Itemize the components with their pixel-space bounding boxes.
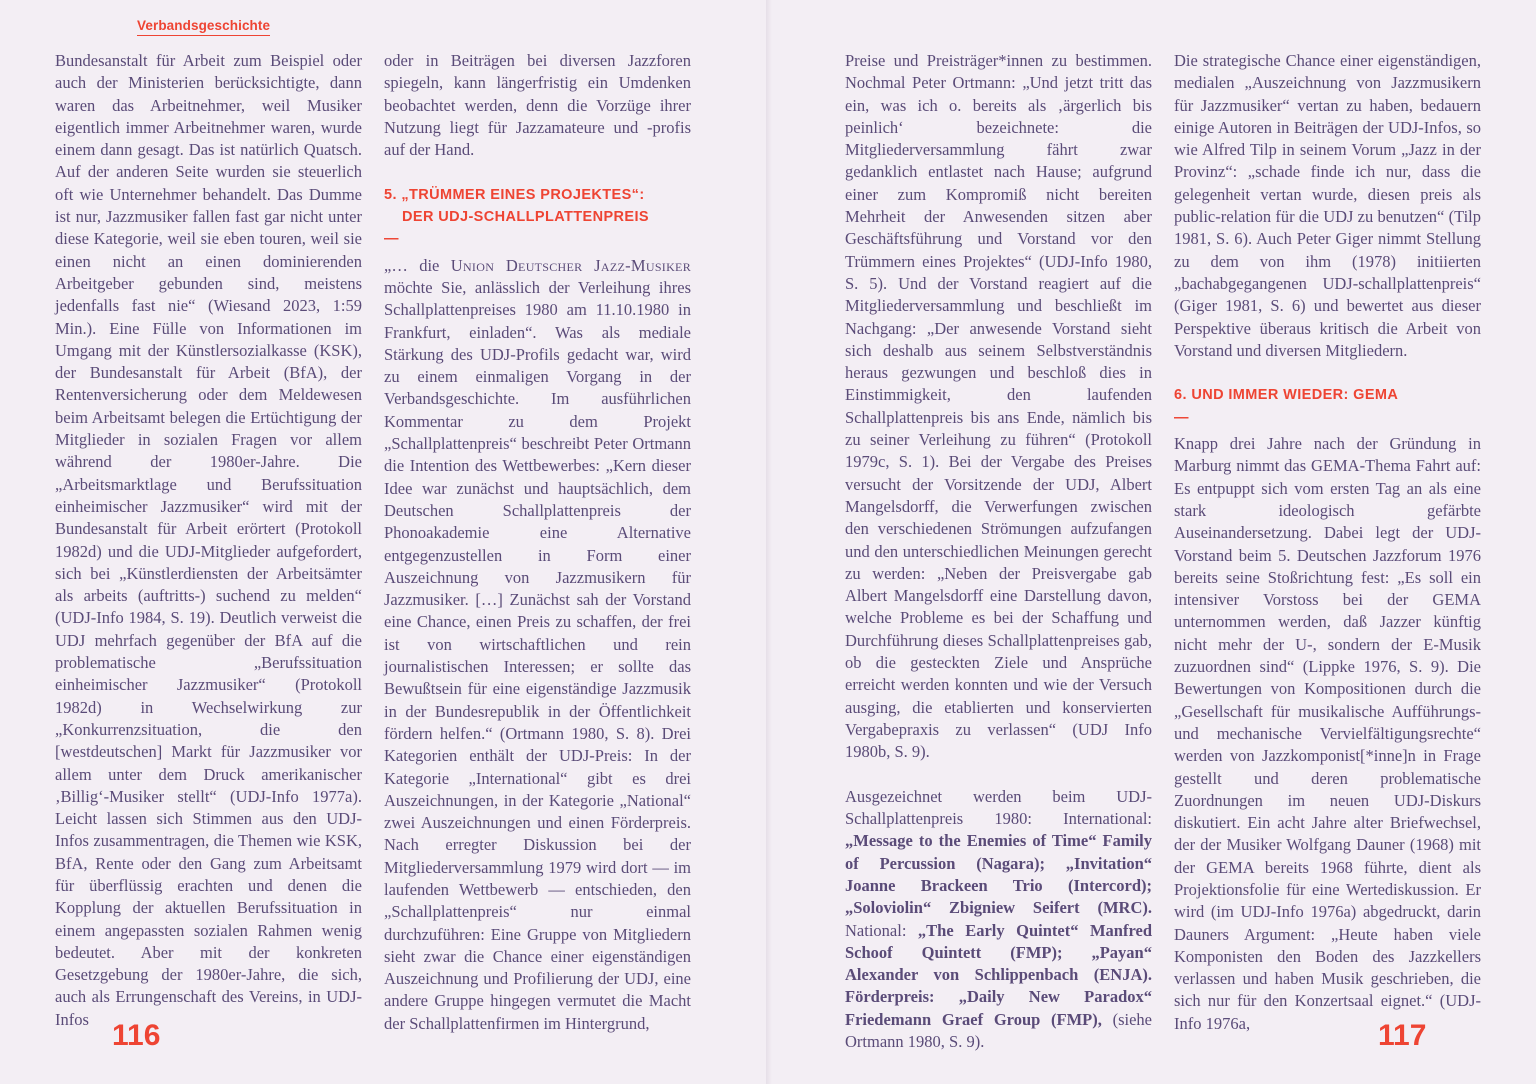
heading-dash: — xyxy=(1174,409,1189,426)
section-heading-6 xyxy=(1174,384,1481,429)
paragraph xyxy=(384,255,691,1035)
heading-dash: — xyxy=(384,231,399,248)
left-page-column-1 xyxy=(55,50,362,1031)
page-number-left: 116 xyxy=(112,1019,161,1052)
page-number-right: 117 xyxy=(1378,1019,1427,1052)
paragraph: Preise und Preisträger*innen zu bestimmen. Nochmal Peter Ortmann: „Und jetzt tritt das ein, was ich o. bereits als ‚ärgerlich bis peinlich‘ bezeichnete: die Mitgliederversammlung fährt zwar gedanklich entlastet nach Hause; aufgrund einer zum Kompromiß nicht bereiten Mehrheit der Anwesenden sitzen aber Geschäftsführung und Vorstand vor den Trümmern eines Projektes“ (UDJ-Info 1980, S. 5). Und der Vorstand reagiert auf die Mitgliederversammlung und beschließt im Nachgang: „Der anwesende Vorstand sieht sich deshalb aus seinem Selbstverständnis heraus gezwungen und beschloß dies in Einstimmigkeit, den laufenden Schallplattenpreis bis ans Ende, nämlich bis zu seiner Verleihung zu führen“ (Protokoll 1979c, S. 1). Bei der Vergabe des Preises versucht der Vorsitzende der UDJ, Albert Mangelsdorff, die Verwerfungen zwischen den verschiedenen Strömungen aufzufangen und den unterschiedlichen Meinungen gerecht zu werden: „Neben der Preisvergabe gab Albert Mangelsdorff eine Darstellung davon, welche Probleme es bei der Schaffung und Durchführung dieses Schallplattenpreises gab, ob die gesteckten Ziele und Ansprüche erreicht werden konnten und wie der Versuch ausging, die etablierten und konservierten Vergabepraxis zu verlassen“ (UDJ Info 1980b, S. 9). xyxy=(845,51,1152,762)
award-list-international: „Message to the Enemies of Time“ Family of Percussion (Nagara); „Invitation“ Joanne Brackeen Trio (Intercord); „Soloviolin“ Zbigniew Seifert (MRC). xyxy=(845,831,1152,918)
paragraph: Die strategische Chance einer eigenständigen, medialen „Auszeichnung von Jazzmusikern für Jazzmusiker“ vertan zu haben, bedauern einige Autoren in Beiträgen der UDJ-Infos, so wie Alfred Tilp in seinem Vorum „Jazz in der Provinz“: „schade finde ich nur, dass die gelegenheit vertan wurde, diesen preis als public-relation für die UDJ zu benutzen“ (Tilp 1981, S. 6). Auch Peter Giger nimmt Stellung zu dem von ihm (1978) initiierten „bachabgegangenen UDJ-schallplattenpreis“ (Giger 1981, S. 6) und bewertet aus dieser Perspektive überaus kritisch die Arbeit von Vorstand und diversen Mitgliedern. xyxy=(1174,51,1481,360)
section-heading-5 xyxy=(384,184,691,251)
right-page-column-2 xyxy=(1174,50,1481,1035)
organisation-name: Union Deutscher Jazz-Musiker xyxy=(450,255,691,275)
award-label-national: National: xyxy=(845,920,918,940)
heading-line: DER UDJ-SCHALLPLATTENPREIS xyxy=(402,209,649,226)
right-page-column-1 xyxy=(845,50,1152,1053)
quote-lead: „… die xyxy=(384,255,451,275)
award-list-national: „The Early Quintet“ Manfred Schoof Quintett (FMP); „Payan“ Alexander von Schlippenbach (ENJA). Förderpreis: „Daily New Paradox“ Friedemann Graef Group (FMP), xyxy=(845,920,1152,1029)
paragraph-text: möchte Sie, anlässlich der Verleihung ihres Schallplattenpreises 1980 am 11.10.1980 in Frankfurt, einladen“. Was als mediale Stärkung des UDJ-Profils gedacht war, wird zu einem einmaligen Vorgang in der Verbandsgeschichte. Im ausführlichen Kommentar zu dem Projekt „Schallplattenpreis“ beschreibt Peter Ortmann die Intention des Wettbewerbes: „Kern dieser Idee war zunächst und hauptsächlich, dem Deutschen Schallplattenpreis der Phonoakademie eine Alternative entgegenzustellen in Form einer Auszeichnung von Jazzmusikern für Jazzmusiker. […] Zunächst sah der Vorstand eine Chance, einen Preis zu schaffen, der frei ist von wirtschaftlichen und rein journalistischen Interessen; er sollte das Bewußtsein für eine eigenständige Jazzmusik in der Bundesrepublik in der Öffentlichkeit fördern helfen.“ (Ortmann 1980, S. 8). Drei Kategorien enthält der UDJ-Preis: In der Kategorie „International“ gibt es drei Auszeichnungen, in der Kategorie „National“ zwei Auszeichnungen und einen Förderpreis. Nach erregter Diskussion bei der Mitgliederversammlung 1979 wird dort — im laufenden Wettbewerb — entschieden, den „Schallplattenpreis“ nur einmal durchzuführen: Eine Gruppe von Mitgliedern sieht zwar die Chance einer eigenständigen Auszeichnung und Profilierung der UDJ, eine andere Gruppe hingegen vermutet die Macht der Schallplattenfirmen im Hintergrund, xyxy=(384,277,691,1033)
paragraph-text: Ausgezeichnet werden beim UDJ-Schallplattenpreis 1980: International: xyxy=(845,786,1152,829)
heading-line: 5. „TRÜMMER EINES PROJEKTES“: xyxy=(384,186,645,203)
paragraph xyxy=(845,786,1152,1054)
citation: (siehe Ortmann 1980, S. 9). xyxy=(845,1009,1152,1052)
paragraph: oder in Beiträgen bei diversen Jazzforen spiegeln, kann längerfristig ein Umdenken beobachtet werden, denn die Vorzüge ihrer Nutzung liegt für Jazzamateure und -profis auf der Hand. xyxy=(384,51,691,160)
paragraph: Bundesanstalt für Arbeit zum Beispiel oder auch der Ministerien berücksichtigte, dann waren das Arbeitnehmer, weil Musiker eigentlich immer Arbeitnehmer waren, wurde einem dann gesagt. Das ist natürlich Quatsch. Auf der anderen Seite wurden sie steuerlich oft wie Unternehmer behandelt. Das Dumme ist nur, Jazzmusiker fallen fast gar nicht unter diese Kategorie, weil sie eben touren, weil sie einen nicht an einen dominierenden Arbeitgeber gebunden sind, meistens jedenfalls fast nie“ (Wiesand 2023, 1:59 Min.). Eine Fülle von Informationen im Umgang mit der Künstlersozialkasse (KSK), der Bundesanstalt für Arbeit (BfA), der Rentenversicherung oder dem Meldewesen beim Arbeitsamt belegen die Ertüchtigung der Mitglieder in sozialen Fragen vor allem während der 1980er-Jahre. Die „Arbeitsmarktlage und Berufssituation einheimischer Jazzmusiker“ wird mit der Bundesanstalt für Arbeit erörtert (Protokoll 1982d) und die UDJ-Mitglieder aufgefordert, sich bei „Künstlerdiensten der Arbeitsämter als arbeits (auftritts-) suchend zu melden“ (UDJ-Info 1984, S. 19). Deutlich verweist die UDJ mehrfach gegenüber der BfA auf die problematische „Berufssituation einheimischer Jazzmusiker“ (Protokoll 1982d) in Wechselwirkung zur „Konkurrenzsituation, die den [westdeutschen] Markt für Jazzmusiker vor allem unter dem Druck amerikanischer ‚Billig‘-Musiker stellt“ (UDJ-Info 1977a). Leicht lassen sich Stimmen aus den UDJ-Infos zusammentragen, die Themen wie KSK, BfA, Rente oder den Gang zum Arbeitsamt für überflüssig erachten und denen die Kopplung der aktuellen Berufssituation in einem angepassten sozialen Rahmen wenig bedeutet. Aber mit der konkreten Gesetzgebung der 1980er-Jahre, die sich, auch als Errungenschaft des Vereins, in UDJ-Infos xyxy=(55,51,362,1029)
left-page-column-2 xyxy=(384,50,691,1035)
book-gutter xyxy=(766,0,772,1084)
paragraph: Knapp drei Jahre nach der Gründung in Marburg nimmt das GEMA-Thema Fahrt auf: Es entpuppt sich vom ersten Tag an als eine stark ideologisch gefärbte Auseinandersetzung. Dabei legt der UDJ-Vorstand beim 5. Deutschen Jazzforum 1976 bereits seine Stoßrichtung fest: „Es soll ein intensiver Vorstoss bei der GEMA unternommen werden, daß Jazzer künftig nicht mehr der U-, sondern der E-Musik zuzuordnen sind“ (Lippke 1976, S. 9). Die Bewertungen von Kompositionen durch die „Gesellschaft für musikalische Aufführungs- und mechanische Vervielfältigungsrechte“ werden von Jazzkomponist[*inne]n in Frage gestellt und deren problematische Zuordnungen im neuen UDJ-Diskurs diskutiert. Ein acht Jahre alter Briefwechsel, der der Musiker Wolfgang Dauner (1968) mit der GEMA bereits 1968 führte, dient als Projektionsfolie für eine Wertediskussion. Er wird (im UDJ-Info 1976a) abgedruckt, darin Dauners Argument: „Heute haben viele Komponisten den Boden des Jazzkellers verlassen und haben Musik geschrieben, die sich nur für den Konzertsaal eignet.“ (UDJ-Info 1976a, xyxy=(1174,434,1481,1033)
heading-line: 6. UND IMMER WIEDER: GEMA xyxy=(1174,387,1399,404)
running-header: Verbandsgeschichte xyxy=(137,18,270,36)
